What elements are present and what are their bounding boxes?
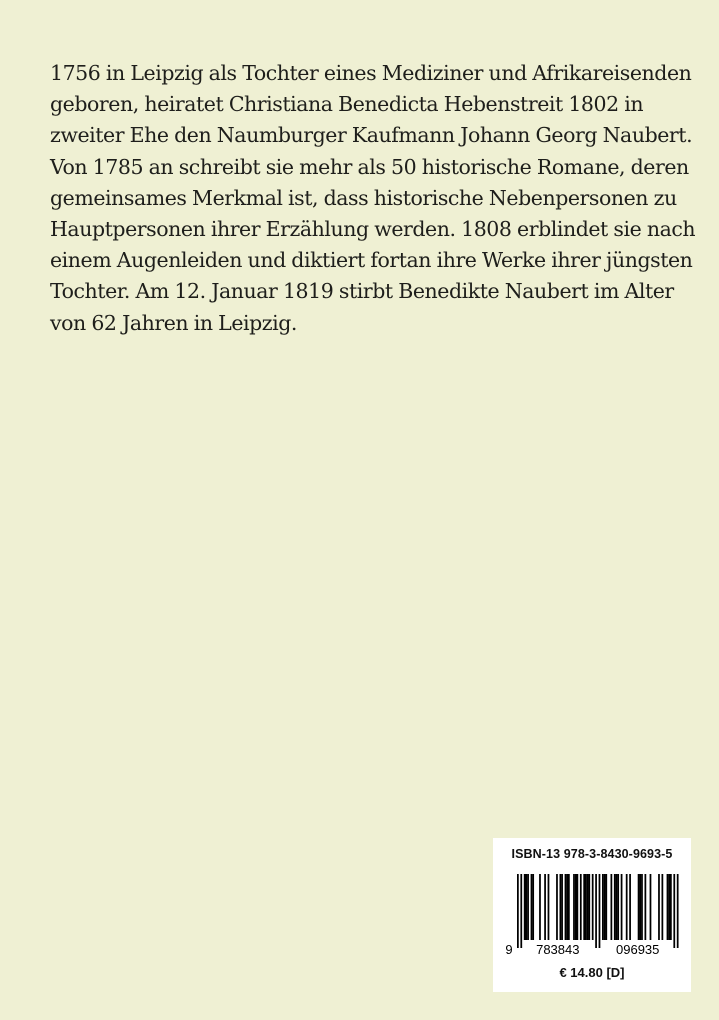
barcode-guard-bar: [595, 874, 597, 948]
ean13-barcode: [505, 874, 683, 956]
barcode-bar: [526, 874, 528, 940]
barcode-bar: [605, 874, 607, 940]
barcode-bar: [604, 874, 606, 940]
barcode-bar: [575, 874, 577, 940]
barcode-guard-bar: [517, 874, 519, 948]
barcode-bar: [614, 874, 616, 940]
price-label: € 14.80 [D]: [559, 965, 625, 980]
blurb-line: geboren, heiratet Christiana Benedicta Hebenstreit 1802 in: [50, 92, 644, 117]
barcode-bar: [577, 874, 579, 940]
barcode-bar: [524, 874, 526, 940]
blurb-line: Tochter. Am 12. Januar 1819 stirbt Benedikte Naubert im Alter: [50, 279, 674, 304]
barcode-panel: [493, 838, 691, 992]
barcode-bar: [617, 874, 619, 940]
barcode-bar: [639, 874, 641, 940]
barcode-bar: [561, 874, 563, 940]
barcode-bar: [573, 874, 575, 940]
barcode-bar: [556, 874, 558, 940]
barcode-bar: [544, 874, 546, 940]
barcode-bar: [658, 874, 660, 940]
blurb-line: gemeinsames Merkmal ist, dass historische Nebenpersonen zu: [50, 185, 677, 210]
barcode-bar: [626, 874, 628, 940]
barcode-bar: [670, 874, 672, 940]
isbn-label: ISBN-13 978-3-8430-9693-5: [511, 847, 673, 861]
barcode-bar: [602, 874, 604, 940]
barcode-bar: [667, 874, 669, 940]
barcode-bar: [587, 874, 589, 940]
barcode-bar: [645, 874, 647, 940]
barcode-bar: [629, 874, 631, 940]
barcode-bar: [527, 874, 529, 940]
barcode-bar: [662, 874, 664, 940]
blurb-line: Von 1785 an schreibt sie mehr als 50 historische Romane, deren: [50, 154, 689, 179]
barcode-bar: [650, 874, 652, 940]
barcode-bar: [638, 874, 640, 940]
barcode-bar: [580, 874, 582, 940]
blurb-line: von 62 Jahren in Leipzig.: [50, 310, 297, 335]
barcode-bar: [531, 874, 533, 940]
barcode-bar: [566, 874, 568, 940]
barcode-bar: [560, 874, 562, 940]
barcode-bar: [621, 874, 623, 940]
barcode-guard-bar: [520, 874, 522, 948]
barcode-bar: [532, 874, 534, 940]
barcode-bar: [668, 874, 670, 940]
barcode-bar: [585, 874, 587, 940]
barcode-bar: [565, 874, 567, 940]
barcode-bar: [641, 874, 643, 940]
blurb-line: einem Augenleiden und diktiert fortan ihre Werke ihrer jüngsten: [50, 248, 693, 273]
barcode-bar: [539, 874, 541, 940]
barcode-bar: [592, 874, 594, 940]
barcode-bar: [616, 874, 618, 940]
blurb-line: zweiter Ehe den Naumburger Kaufmann Johann Georg Naubert.: [50, 123, 693, 148]
barcode-guard-bar: [677, 874, 679, 948]
back-cover-blurb: [50, 58, 696, 339]
barcode-bar: [588, 874, 590, 940]
barcode-digits: 9: [505, 942, 513, 956]
barcode-digits: 783843: [536, 942, 580, 956]
barcode-bar: [583, 874, 585, 940]
barcode-guard-bar: [673, 874, 675, 948]
barcode-bar: [611, 874, 613, 940]
barcode-bar: [548, 874, 550, 940]
blurb-line: Hauptpersonen ihrer Erzählung werden. 1808 erblindet sie nach: [50, 217, 696, 242]
barcode-digits: 096935: [616, 942, 660, 956]
barcode-bar: [568, 874, 570, 940]
blurb-line: 1756 in Leipzig als Tochter eines Mediziner und Afrikareisenden: [50, 61, 692, 85]
barcode-guard-bar: [599, 874, 601, 948]
